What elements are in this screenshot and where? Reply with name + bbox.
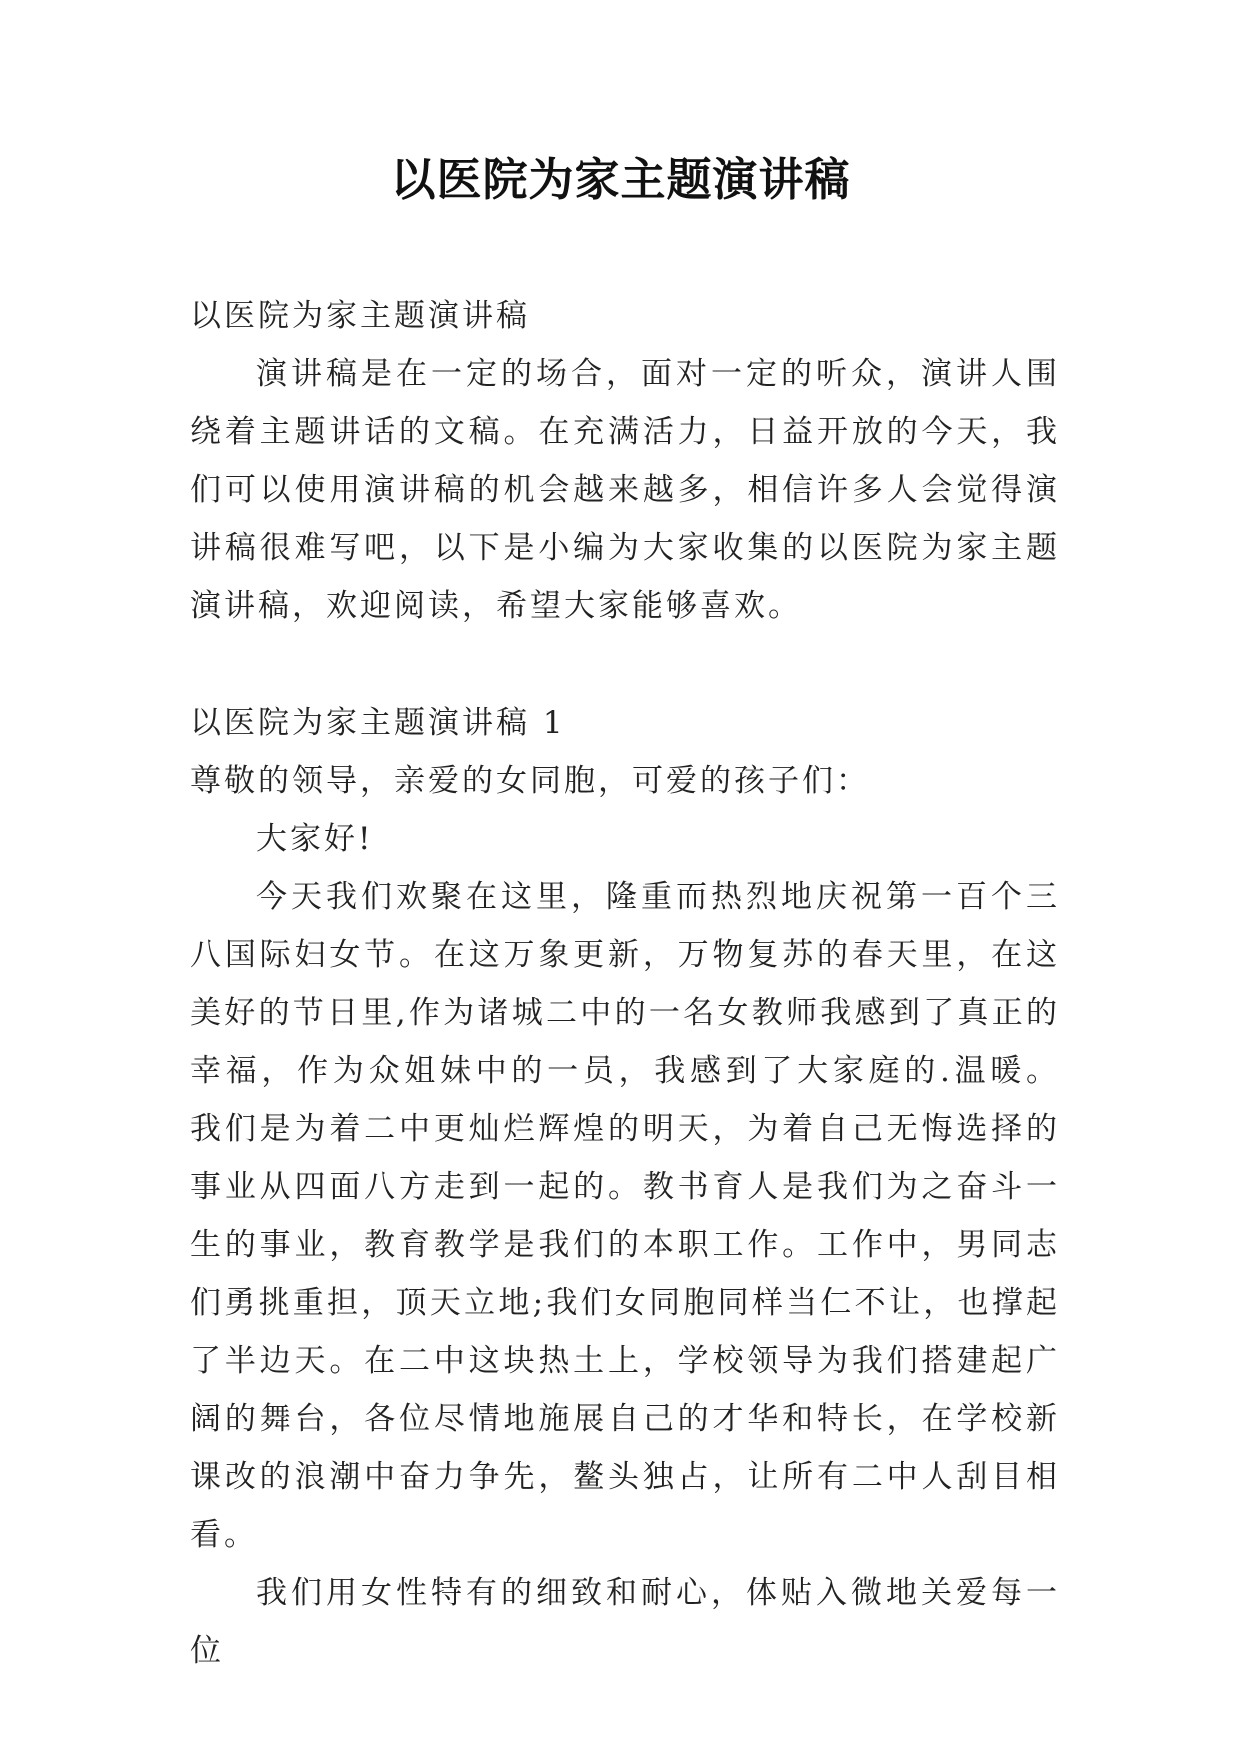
intro-block: [190, 345, 1060, 635]
subtitle-line: 以医院为家主题演讲稿: [190, 298, 530, 334]
greeting: 大家好!: [256, 821, 374, 857]
section-heading: 以医院为家主题演讲稿 1: [190, 705, 566, 741]
body-paragraph-1: 今天我们欢聚在这里，隆重而热烈地庆祝第一百个三八国际妇女节。在这万象更新，万物复苏的春天里，在这美好的节日里,作为诸城二中的一名女教师我感到了真正的幸福，作为众姐妹中的一员，我感到了大家庭的.温暖。 我们是为着二中更灿烂辉煌的明天，为着自己无悔选择的事业从四面八方走到一起的。教书育人是我们为之奋斗一生的事业，教育教学是我们的本职工作。工作中，男同志们勇挑重担，顶天立地;我们女同胞同样当仁不让，也撑起了半边天。在二中这块热土上，学校领导为我们搭建起广阔的舞台，各位尽情地施展自己的才华和特长，在学校新课改的浪潮中奋力争先，鳌头独占，让所有二中人刮目相看。: [190, 879, 1060, 1553]
intro-paragraph: 演讲稿是在一定的场合，面对一定的听众，演讲人围绕着主题讲话的文稿。在充满活力，日益开放的今天，我们可以使用演讲稿的机会越来越多，相信许多人会觉得演讲稿很难写吧，以下是小编为大家收集的以医院为家主题演讲稿，欢迎阅读，希望大家能够喜欢。: [190, 356, 1060, 624]
document-subtitle: [190, 287, 1060, 345]
section-1: [190, 694, 1060, 1680]
body-paragraph-2: 我们用女性特有的细致和耐心，体贴入微地关爱每一位: [190, 1575, 1060, 1669]
document-title: 以医院为家主题演讲稿: [390, 153, 851, 206]
salutation: 尊敬的领导，亲爱的女同胞，可爱的孩子们：: [190, 763, 870, 799]
